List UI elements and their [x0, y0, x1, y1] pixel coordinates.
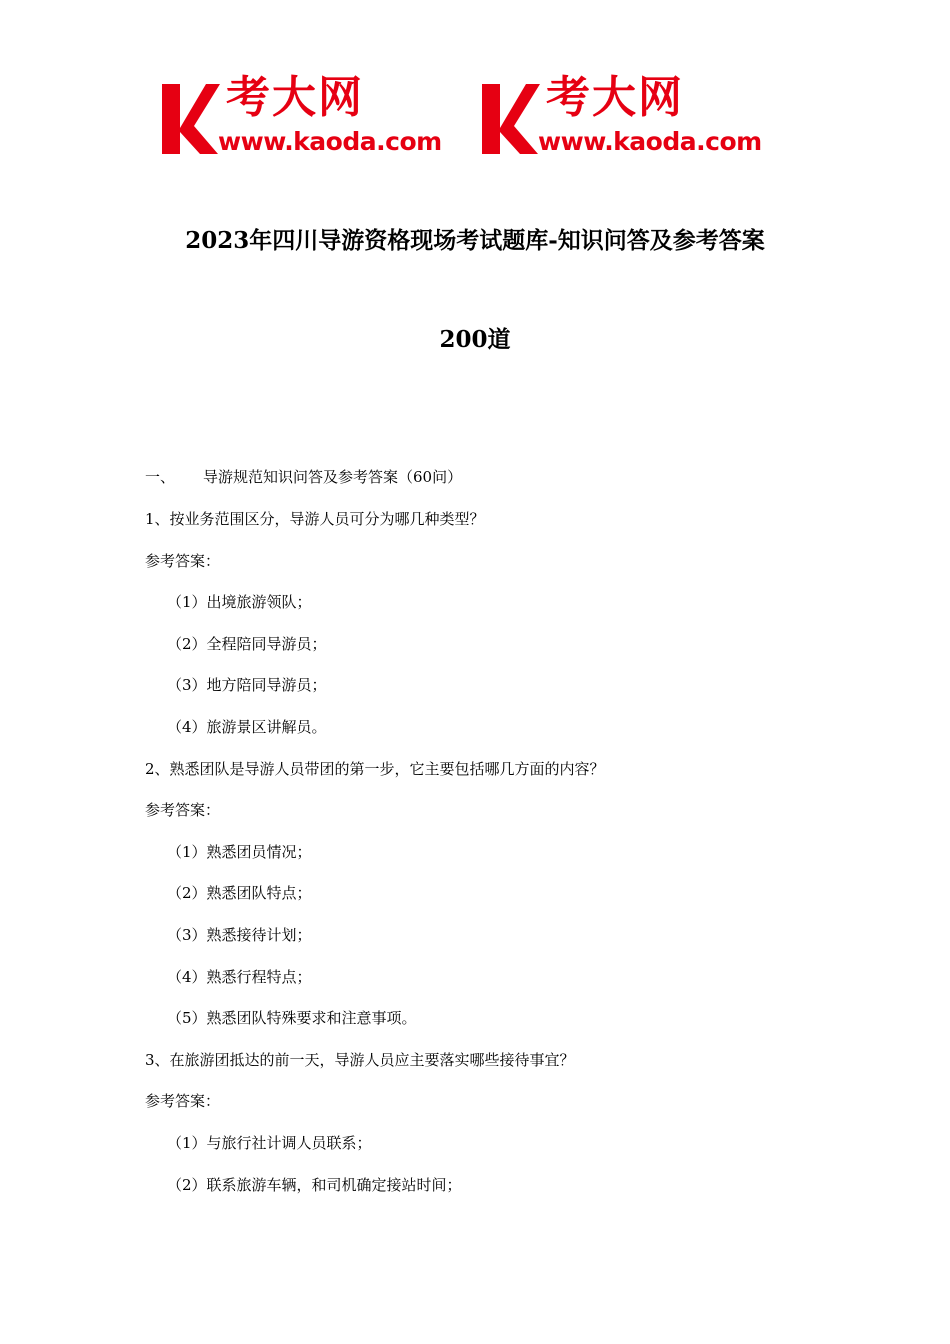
answer-item: （2）熟悉团队特点；	[167, 884, 312, 902]
answer-label: 参考答案：	[145, 552, 221, 570]
section-title: 导游规范知识问答及参考答案（60问）	[203, 468, 463, 486]
answer-label: 参考答案：	[145, 1092, 221, 1110]
answer-item: （2）全程陪同导游员；	[167, 635, 327, 653]
answer-item: （4）旅游景区讲解员。	[167, 718, 327, 736]
kaoda-logo	[480, 72, 798, 162]
answer-label: 参考答案：	[145, 801, 221, 819]
section-heading	[145, 465, 462, 489]
k-logo-icon	[480, 82, 542, 154]
answer-item: （5）熟悉团队特殊要求和注意事项。	[167, 1009, 417, 1027]
answer-item: （3）熟悉接待计划；	[167, 926, 312, 944]
answer-item: （1）出境旅游领队；	[167, 593, 312, 611]
answer-item: （3）地方陪同导游员；	[167, 676, 327, 694]
answer-item: （1）熟悉团员情况；	[167, 843, 312, 861]
kaoda-logo	[160, 72, 478, 162]
document-subtitle: 200道	[439, 326, 511, 353]
answer-item: （1）与旅行社计调人员联系；	[167, 1134, 372, 1152]
section-number: 一、	[145, 468, 176, 486]
question-text: 1、按业务范围区分，导游人员可分为哪几种类型？	[145, 510, 485, 528]
header-logos	[160, 72, 800, 162]
logo-url-text: www.kaoda.com	[538, 127, 762, 156]
question-text: 3、在旅游团抵达的前一天，导游人员应主要落实哪些接待事宜？	[145, 1051, 575, 1069]
logo-brand-text: 考大网	[546, 72, 684, 123]
logo-url-text: www.kaoda.com	[218, 127, 442, 156]
answer-item: （4）熟悉行程特点；	[167, 968, 312, 986]
k-logo-icon	[160, 82, 222, 154]
document-title: 2023年四川导游资格现场考试题库-知识问答及参考答案	[185, 227, 765, 254]
answer-item: （2）联系旅游车辆，和司机确定接站时间；	[167, 1176, 462, 1194]
question-text: 2、熟悉团队是导游人员带团的第一步，它主要包括哪几方面的内容？	[145, 760, 605, 778]
logo-brand-text: 考大网	[226, 72, 364, 123]
